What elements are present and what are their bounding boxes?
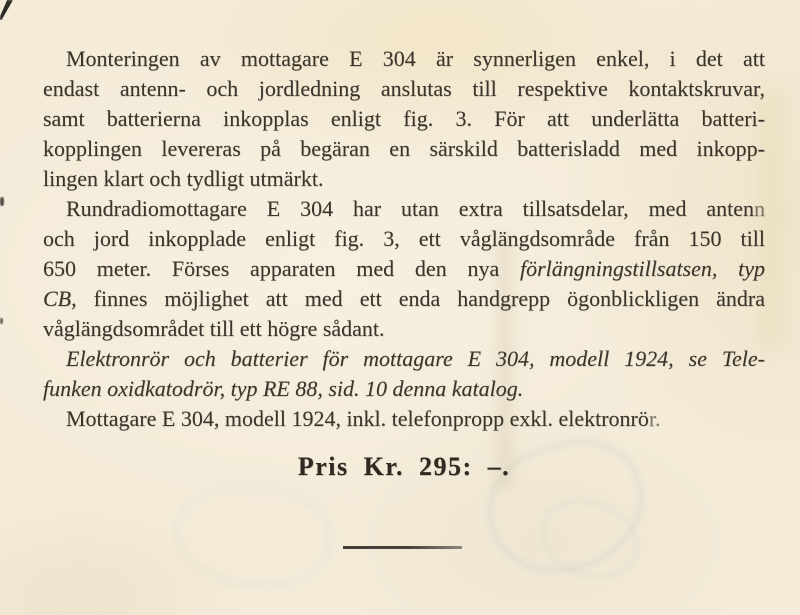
text-line bbox=[43, 74, 765, 104]
italic-text-segment: förlängningstillsatsen, typ bbox=[519, 256, 766, 281]
price-text: Pris Kr. 295: –. bbox=[297, 452, 511, 481]
scan-artifact-corner-mark bbox=[0, 0, 13, 20]
text-line bbox=[43, 344, 765, 374]
text-line bbox=[43, 194, 765, 224]
italic-text-segment: funken oxidkatodrör, typ RE 88, sid. 10 denna katalog. bbox=[43, 376, 524, 401]
text-line bbox=[43, 224, 765, 254]
text-segment: r. bbox=[648, 406, 661, 431]
text-line bbox=[43, 404, 765, 434]
text-segment: samt batterierna inkopplas enligt fig. 3. För att underlätta batteri- bbox=[43, 106, 765, 131]
text-segment: endast antenn- och jordledning anslutas till respektive kontaktskruvar, bbox=[43, 76, 765, 101]
text-segment: Rundradiomottagare E 304 har utan extra tillsatsdelar, med anten bbox=[66, 196, 754, 221]
scan-artifact-speck bbox=[0, 197, 4, 206]
text-segment: kopplingen levereras på begäran en särskild batterisladd med inkopp- bbox=[43, 136, 765, 161]
text-line bbox=[43, 254, 765, 284]
text-segment: lingen klart och tydligt utmärkt. bbox=[43, 166, 324, 191]
text-segment: 650 meter. Förses apparaten med den nya bbox=[43, 256, 520, 281]
text-line bbox=[43, 104, 765, 134]
text-segment: och jord inkopplade enligt fig. 3, ett våglängdsområde från 150 till bbox=[43, 226, 765, 251]
scan-artifact-speck bbox=[0, 318, 3, 324]
paper-showthrough-stain bbox=[169, 475, 338, 597]
text-line bbox=[43, 44, 765, 74]
text-segment: Monteringen av mottagare E 304 är synnerligen enkel, i det att bbox=[66, 46, 765, 71]
text-segment: våglängdsområdet till ett högre sådant. bbox=[43, 316, 385, 341]
text-line bbox=[43, 314, 765, 344]
text-segment: n bbox=[754, 196, 765, 221]
text-segment: Mottagare E 304, modell 1924, inkl. telefonpropp exkl. elektronrö bbox=[66, 406, 649, 431]
text-line bbox=[43, 374, 765, 404]
body-text bbox=[43, 44, 765, 434]
italic-text-segment: Elektronrör och batterier för mottagare E 304, modell 1924, se Tele- bbox=[66, 346, 765, 371]
text-line bbox=[43, 284, 765, 314]
text-line bbox=[43, 164, 765, 194]
section-divider-rule bbox=[343, 546, 462, 549]
text-line bbox=[43, 134, 765, 164]
text-segment: finnes möjlighet att med ett enda handgrepp ögonblickligen ändra bbox=[76, 286, 765, 311]
italic-text-segment: CB, bbox=[43, 286, 77, 311]
